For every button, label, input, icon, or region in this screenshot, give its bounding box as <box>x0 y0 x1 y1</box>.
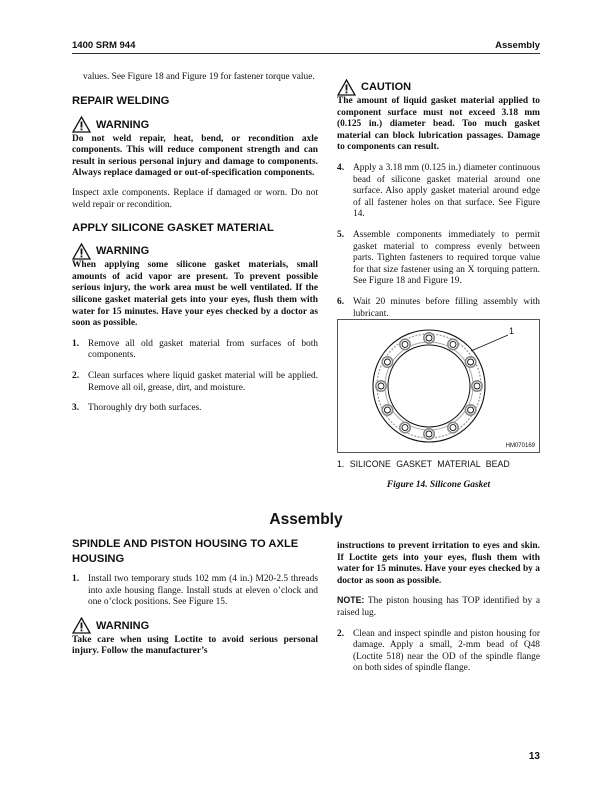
bolt-hole <box>384 407 390 413</box>
header-doc-id: 1400 SRM 944 <box>72 40 136 51</box>
header-rule <box>72 53 540 54</box>
assembly-title: Assembly <box>269 511 343 528</box>
bolt-hole <box>384 359 390 365</box>
step-4-text: Apply a 3.18 mm (0.125 in.) diameter continuous bead of silicone gasket material around one surface. Also apply gasket material around edge of all fastener holes on that surface. See Figure 14. <box>353 162 540 220</box>
caution-triangle-icon <box>337 79 356 96</box>
figure-code: HM070169 <box>505 443 535 449</box>
bolt-hole <box>402 425 408 431</box>
spindle-title: SPINDLE AND PISTON HOUSING TO AXLE HOUSING <box>72 538 299 565</box>
assembly-warning-text-right: instructions to prevent irritation to eyes and skin. If Loctite gets into your eyes, flush them with water for 15 minutes. Have your eyes checked by a doctor as soon as possible. <box>337 541 540 586</box>
figure-14-frame <box>337 319 540 453</box>
step-1 <box>72 339 318 362</box>
bolt-hole <box>474 383 480 389</box>
step-4 <box>337 163 540 221</box>
assembly-step-2-text: Clean and inspect spindle and piston housing for damage. Apply a small, 2-mm bead of Q48 (Loctite 518) near the OD of the spindle flange on both sides of spindle flange. <box>353 628 540 674</box>
bolt-hole <box>450 341 456 347</box>
warning-triangle-icon <box>72 243 91 260</box>
warning-triangle-icon <box>72 617 91 634</box>
step-6 <box>337 297 540 320</box>
warning-label-1: WARNING <box>96 118 150 131</box>
step-5-num: 5. <box>337 229 345 240</box>
left-column <box>72 72 318 415</box>
step-4-num: 4. <box>337 162 345 173</box>
step-2-text: Clean surfaces where liquid gasket material will be applied. Remove all oil, grease, dirt, and moisture. <box>88 370 318 393</box>
silicone-gasket-illustration <box>338 320 539 452</box>
assembly-step-1-num: 1. <box>72 574 80 584</box>
step-5 <box>337 230 540 288</box>
figure-callout-1: 1 <box>509 326 515 336</box>
warning-text-2: When applying some silicone gasket materials, small amounts of acid vapor are present. To prevent possible serious injury, the work area must be well ventilated. If the silicone gasket material gets into your eyes, flush them with water for 15 minutes. Have your eyes checked by a doctor as soon as possible. <box>72 260 318 329</box>
note-label: NOTE: <box>337 595 365 606</box>
figure-legend: 1. SILICONE GASKET MATERIAL BEAD <box>337 459 510 469</box>
caution-text: The amount of liquid gasket material applied to component surface must not exceed 3.18 mm (0.125 in.) diameter bead. Too much gasket material can block lubrication passages. Damage to components can result. <box>337 96 540 153</box>
figure-caption: Figure 14. Silicone Gasket <box>386 480 491 490</box>
step-3-num: 3. <box>72 403 80 414</box>
bolt-hole <box>426 335 432 341</box>
apply-silicone-title: APPLY SILICONE GASKET MATERIAL <box>72 222 274 235</box>
step-3-text: Thoroughly dry both surfaces. <box>88 403 202 414</box>
bolt-hole <box>468 359 474 365</box>
bolt-hole <box>426 431 432 437</box>
assembly-warning-label: WARNING <box>96 619 150 632</box>
assembly-left-column <box>72 537 318 658</box>
inspect-text: Inspect axle components. Replace if damaged or worn. Do not weld repair or recondition. <box>72 187 318 210</box>
bolt-hole <box>378 383 384 389</box>
step-3 <box>72 403 318 415</box>
right-column <box>337 78 540 320</box>
bolt-hole <box>468 407 474 413</box>
assembly-step-1-text: Install two temporary studs 102 mm (4 in.) M20-2.5 threads into axle housing flange. Install studs at eleven o’clock and one o’clock positions. See Figure 15. <box>88 574 318 608</box>
step-1-text: Remove all old gasket material from surfaces of both components. <box>88 338 318 361</box>
warning-text-1: Do not weld repair, heat, bend, or recondition axle components. This will reduce component strength and can result in serious personal injury and damage to components. Always replace damaged or out-of-specification components. <box>72 133 318 179</box>
assembly-step-2-num: 2. <box>337 628 345 639</box>
assembly-warning-header <box>72 617 318 635</box>
note-text: The piston housing has TOP identified by a raised lug. <box>337 596 540 618</box>
caution-label: CAUTION <box>361 81 412 93</box>
step-5-text: Assemble components immediately to permit gasket material to compress evenly between parts. Tighten fasteners to required torque value for that size fastener using an X torquing pattern. See Figure 18 and Figure 19. <box>353 229 540 287</box>
warning-header-2 <box>72 242 318 260</box>
warning-label-2: WARNING <box>96 245 150 258</box>
bolt-hole <box>402 341 408 347</box>
assembly-warning-text-left: Take care when using Loctite to avoid serious personal injury. Follow the manufacturer’s <box>72 634 318 657</box>
step-6-text: Wait 20 minutes before filling assembly with lubricant. <box>353 296 540 319</box>
bolt-hole <box>450 425 456 431</box>
caution-header <box>337 78 540 96</box>
step-2-num: 2. <box>72 370 80 381</box>
step-2 <box>72 371 318 394</box>
page-number: 13 <box>528 751 540 762</box>
assembly-step-1 <box>72 574 318 609</box>
assembly-step-2 <box>337 629 540 675</box>
repair-welding-title: REPAIR WELDING <box>72 94 170 107</box>
note-paragraph <box>337 595 540 619</box>
warning-triangle-icon <box>72 116 91 133</box>
intro-text: values. See Figure 18 and Figure 19 for fastener torque value. <box>83 72 315 82</box>
step-1-num: 1. <box>72 338 80 349</box>
assembly-right-column <box>337 541 540 675</box>
step-6-num: 6. <box>337 296 345 307</box>
warning-header-1 <box>72 116 318 134</box>
header-section: Assembly <box>495 40 540 51</box>
